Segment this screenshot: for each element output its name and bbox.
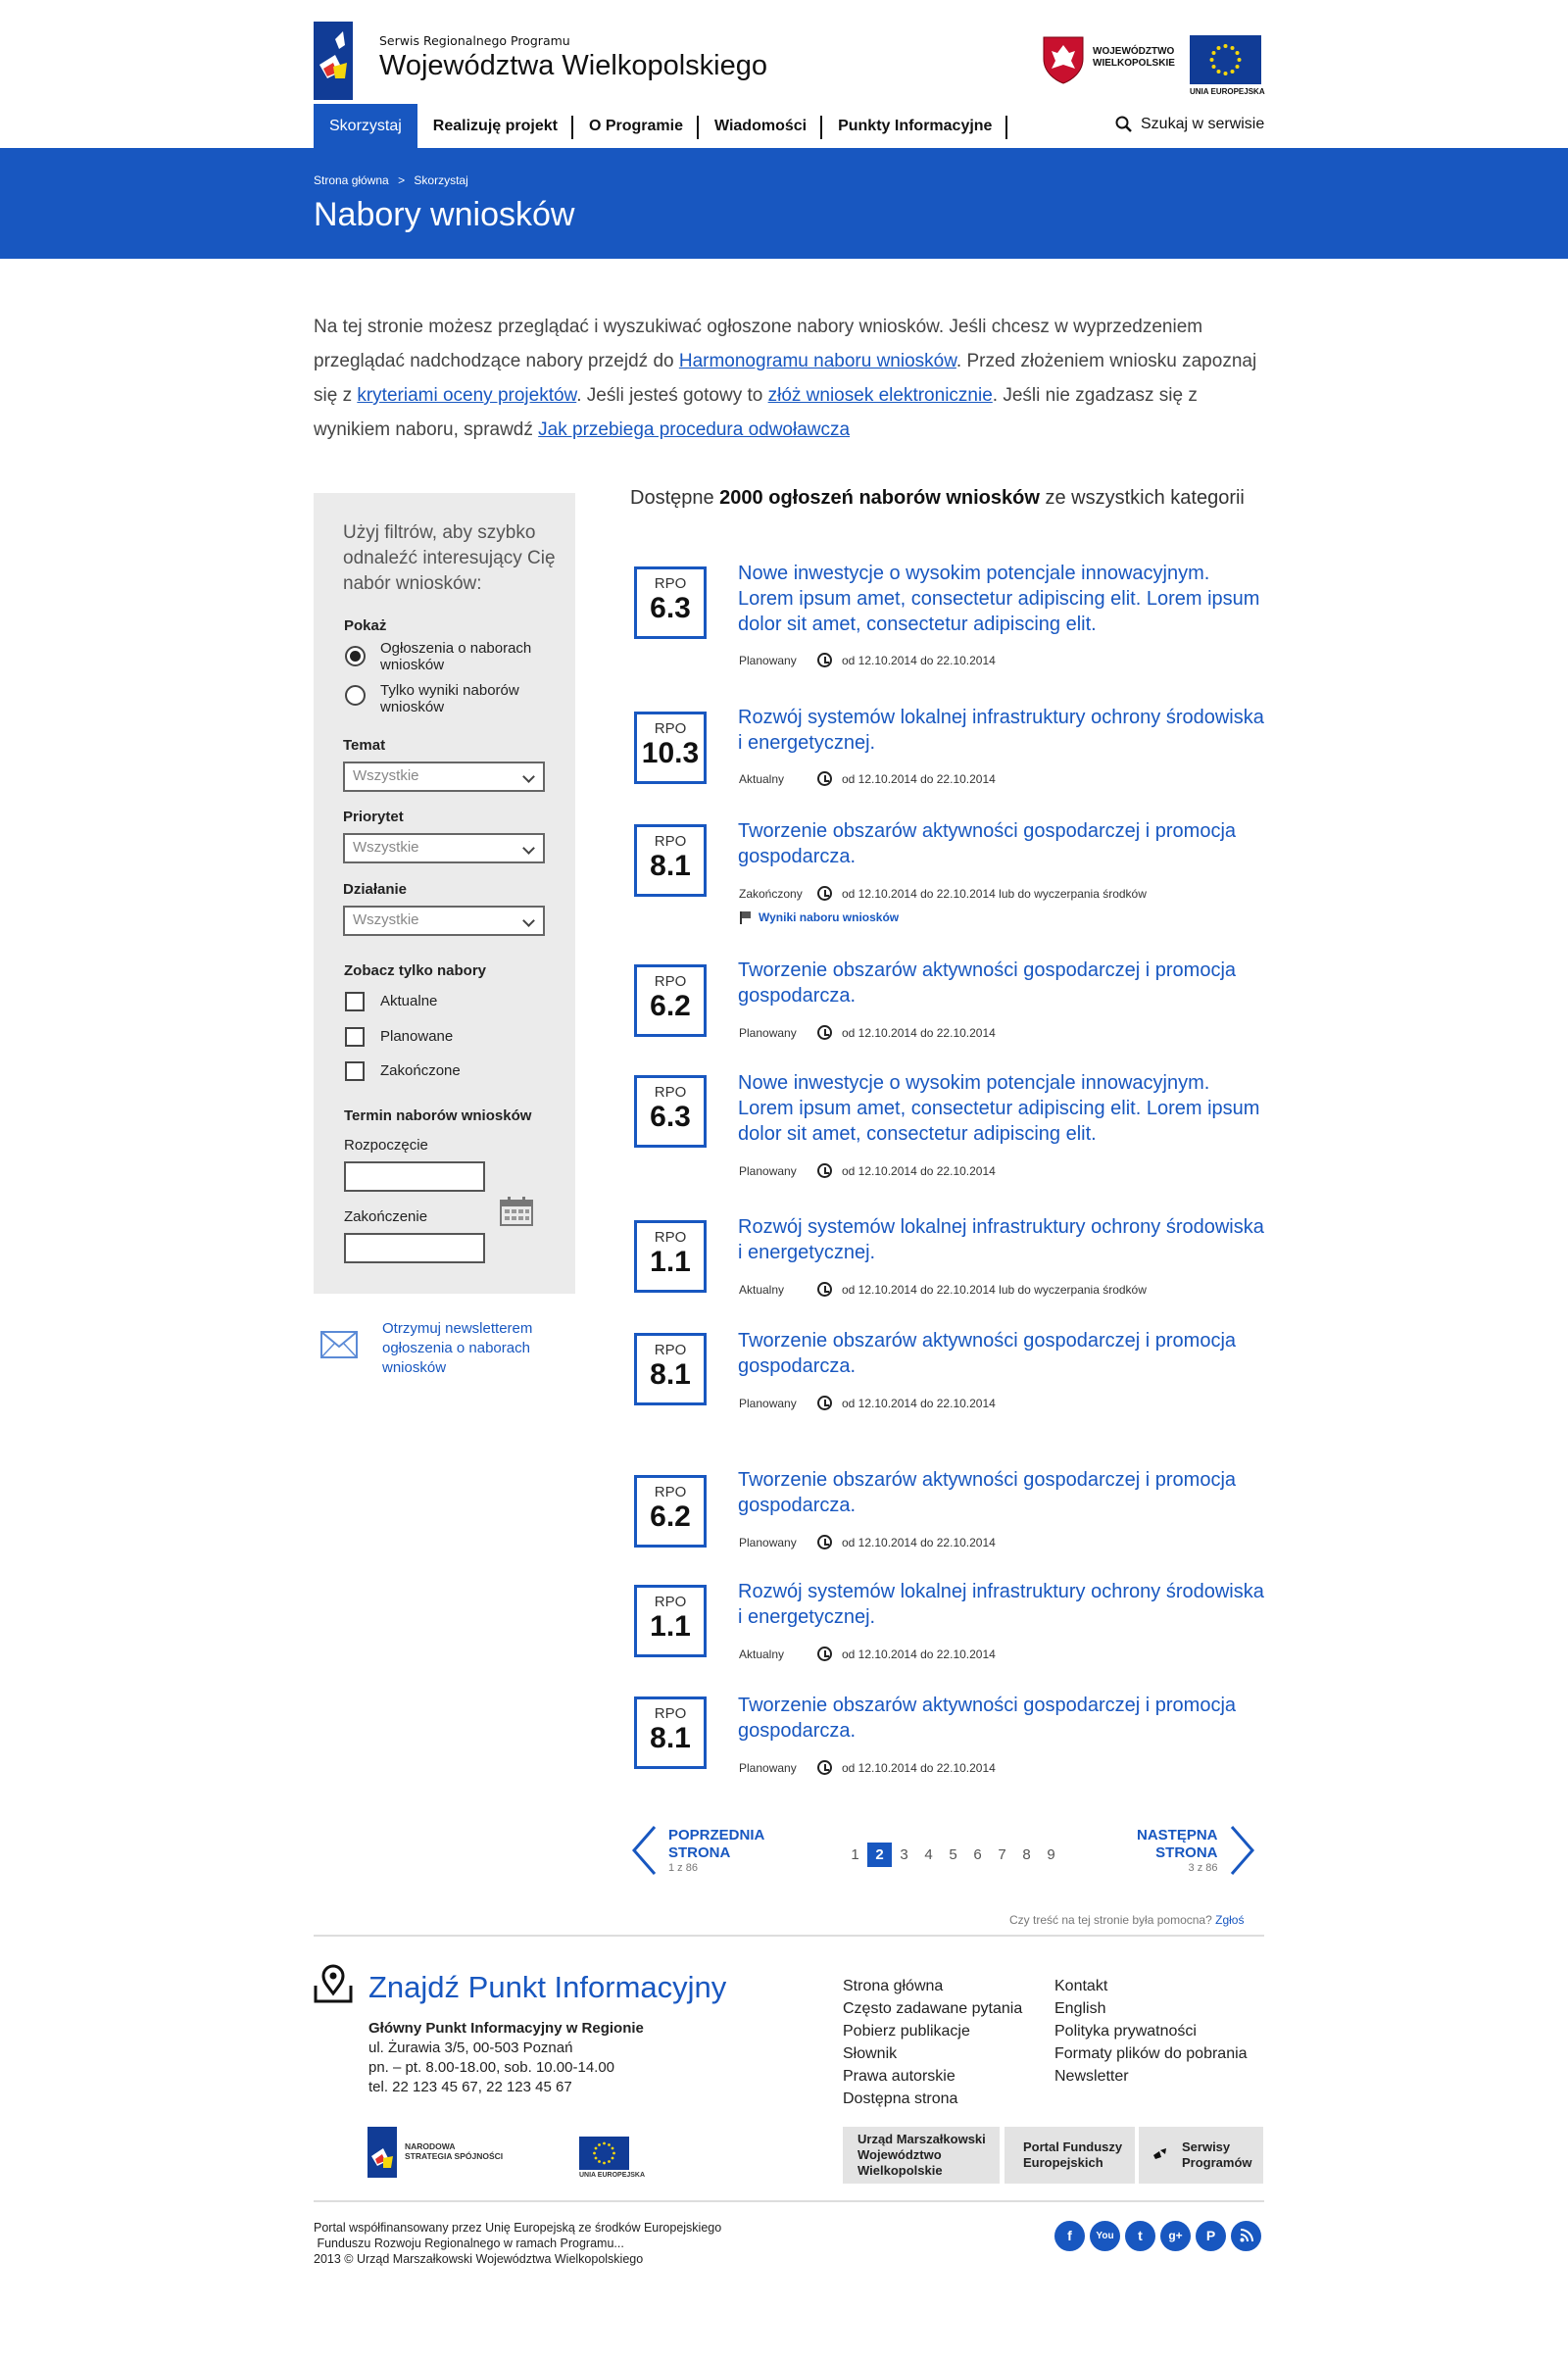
eu-label: UNIA EUROPEJSKA xyxy=(579,2172,646,2179)
item-date: od 12.10.2014 do 22.10.2014 xyxy=(842,1760,996,1775)
checkbox-finished-label[interactable]: Zakończone xyxy=(380,1062,461,1079)
prev-page-count: 1 z 86 xyxy=(668,1862,698,1874)
search-link[interactable] xyxy=(1115,116,1264,133)
item-status: Planowany xyxy=(739,1025,797,1040)
eu-label: UNIA EUROPEJSKA xyxy=(1190,87,1265,96)
nss-label-line: NARODOWA xyxy=(405,2141,456,2151)
clock-icon xyxy=(817,771,832,786)
info-point-phone: tel. 22 123 45 67, 22 123 45 67 xyxy=(368,2079,572,2095)
nav-item-realizuje-projekt[interactable]: Realizuję projekt xyxy=(417,104,573,148)
nav-item-wiadomosci[interactable]: Wiadomości xyxy=(699,104,822,148)
facebook-icon[interactable]: f xyxy=(1054,2221,1085,2251)
breadcrumb-current[interactable]: Skorzystaj xyxy=(414,173,468,187)
checkbox-current[interactable] xyxy=(345,992,365,1011)
footer-link[interactable]: Dostępna strona xyxy=(843,2090,958,2107)
eu-flag-icon xyxy=(579,2137,629,2170)
rpo-badge-label: RPO xyxy=(654,1484,687,1500)
pagination xyxy=(843,1843,1063,1867)
rpo-badge-number: 6.3 xyxy=(650,592,691,624)
info-point-street: ul. Żurawia 3/5, 00-503 Poznań xyxy=(368,2040,573,2056)
rpo-badge xyxy=(634,1220,707,1293)
intro-text-part: Na tej stronie możesz przeglądać i wyszukiwać ogłoszone nabory wniosków. Jeśli chcesz w wyprzedzeniem przeglądać nadchodzące nabory przejdź do xyxy=(314,317,1203,371)
button-label-line: Urząd Marszałkowski xyxy=(858,2132,986,2146)
footer-link[interactable]: Często zadawane pytania xyxy=(843,2000,1023,2017)
clock-icon xyxy=(817,1760,832,1775)
item-title-link[interactable]: Rozwój systemów lokalnej infrastruktury ochrony środowiska i energetycznej. xyxy=(738,1581,1264,1628)
rpo-badge-label: RPO xyxy=(654,1342,687,1358)
next-page-link[interactable] xyxy=(1137,1825,1255,1876)
criteria-link[interactable]: kryteriami oceny projektów xyxy=(357,385,577,406)
filters-heading: Użyj filtrów, aby szybko odnaleźć interesujący Cię nabór wniosków: xyxy=(343,522,556,594)
item-date: od 12.10.2014 do 22.10.2014 xyxy=(842,1163,996,1178)
clock-icon xyxy=(817,653,832,667)
results-count xyxy=(630,487,1245,510)
rpo-badge xyxy=(634,712,707,784)
info-point-address xyxy=(368,2019,644,2097)
button-label-line: Serwisy xyxy=(1182,2139,1231,2154)
footer-links-col2 xyxy=(1054,1975,1248,2088)
footer-link[interactable]: English xyxy=(1054,2000,1106,2017)
item-date: od 12.10.2014 do 22.10.2014 xyxy=(842,1535,996,1549)
item-meta xyxy=(739,1282,1147,1297)
main-nav xyxy=(314,104,1007,148)
button-label-line: Wielkopolskie xyxy=(858,2163,943,2178)
checkbox-finished[interactable] xyxy=(345,1061,365,1081)
rpo-badge xyxy=(634,1333,707,1405)
newsletter-link[interactable]: Otrzymuj newsletterem ogłoszenia o naborach wniosków xyxy=(382,1320,533,1376)
nav-item-skorzystaj[interactable]: Skorzystaj xyxy=(314,104,417,148)
copyright-line: 2013 © Urząd Marszałkowski Województwa Wielkopolskiego xyxy=(314,2252,644,2266)
item-meta xyxy=(739,886,1147,901)
rpo-badge-number: 8.1 xyxy=(650,850,691,882)
show-label: Pokaż xyxy=(344,617,387,634)
brand-subtitle: Serwis Regionalnego Programu xyxy=(379,33,570,48)
voivodeship-crest-icon xyxy=(1042,35,1085,84)
rpo-badge-number: 6.2 xyxy=(650,990,691,1022)
rpo-badge-label: RPO xyxy=(654,1594,687,1610)
radio-results-only[interactable] xyxy=(345,685,366,706)
rpo-badge xyxy=(634,1696,707,1769)
chevron-left-icon xyxy=(631,1825,657,1876)
item-status: Planowany xyxy=(739,1163,797,1178)
footer-link[interactable]: Polityka prywatności xyxy=(1054,2023,1197,2040)
youtube-icon[interactable]: You xyxy=(1090,2221,1120,2251)
rpo-badge-label: RPO xyxy=(654,575,687,592)
intro-text xyxy=(314,310,1264,447)
start-label: Rozpoczęcie xyxy=(344,1137,428,1154)
voivodeship-label-line: WIELKOPOLSKIE xyxy=(1093,58,1175,69)
eu-funds-portal-button[interactable] xyxy=(1004,2127,1135,2184)
nav-item-o-programie[interactable]: O Programie xyxy=(573,104,699,148)
rpo-badge-label: RPO xyxy=(654,1705,687,1722)
radio-announcements-label[interactable]: Ogłoszenia o naborach wniosków xyxy=(380,640,532,673)
results-link[interactable] xyxy=(739,910,899,924)
nss-label-line: STRATEGIA SPÓJNOŚCI xyxy=(405,2151,504,2161)
googleplus-icon[interactable]: g+ xyxy=(1160,2221,1191,2251)
item-status: Planowany xyxy=(739,653,797,667)
feedback-link[interactable]: Zgłoś xyxy=(1215,1913,1245,1927)
social-links xyxy=(1054,2221,1261,2251)
divider xyxy=(314,2200,1264,2202)
clock-icon xyxy=(817,1647,832,1661)
intro-text-part: . Jeśli nie zgadzasz się z wynikiem naboru, sprawdź xyxy=(314,385,1198,440)
rpo-badge xyxy=(634,1585,707,1657)
item-date: od 12.10.2014 do 22.10.2014 xyxy=(842,1025,996,1040)
footer-link[interactable]: Formaty plików do pobrania xyxy=(1054,2045,1248,2062)
item-title-link[interactable]: Tworzenie obszarów aktywności gospodarczej i promocja gospodarcza. xyxy=(738,959,1237,1007)
end-label: Zakończenie xyxy=(344,1208,428,1225)
info-point-name: Główny Punkt Informacyjny w Regionie xyxy=(368,2020,644,2037)
footer-link[interactable]: Słownik xyxy=(843,2045,898,2062)
rpo-badge-number: 1.1 xyxy=(650,1246,691,1278)
item-meta xyxy=(739,771,996,786)
item-status: Zakończony xyxy=(739,886,803,901)
checkbox-planned-label[interactable]: Planowane xyxy=(380,1028,454,1045)
search-label: Szukaj w serwisie xyxy=(1141,116,1265,132)
footer-link[interactable]: Kontakt xyxy=(1054,1978,1108,1994)
copyright-line: Portal współfinansowany przez Unię Europejską ze środków Europejskiego xyxy=(314,2221,722,2235)
rpo-badge-label: RPO xyxy=(654,973,687,990)
button-label-line: Europejskich xyxy=(1023,2155,1103,2170)
radio-announcements[interactable] xyxy=(345,646,366,666)
action-select[interactable]: Wszystkie xyxy=(343,906,545,936)
item-date: od 12.10.2014 do 22.10.2014 xyxy=(842,653,996,667)
item-title-link[interactable]: Tworzenie obszarów aktywności gospodarczej i promocja gospodarcza. xyxy=(738,1330,1237,1377)
eu-flag-icon xyxy=(1190,35,1261,84)
footer-link[interactable]: Prawa autorskie xyxy=(843,2068,956,2085)
item-meta xyxy=(739,1163,996,1178)
clock-icon xyxy=(817,1535,832,1549)
rpo-badge xyxy=(634,964,707,1037)
item-status: Aktualny xyxy=(739,1647,785,1661)
results-link-label: Wyniki naboru wniosków xyxy=(759,910,900,924)
item-title-link[interactable]: Nowe inwestycje o wysokim potencjale innowacyjnym. Lorem ipsum amet, consectetur adipiscing elit. Lorem ipsum dolor sit amet, consectetur adipiscing elit. xyxy=(738,563,1260,635)
submit-online-link[interactable]: złóż wniosek elektronicznie xyxy=(767,385,993,406)
item-title-link[interactable]: Tworzenie obszarów aktywności gospodarczej i promocja gospodarcza. xyxy=(738,1469,1237,1516)
breadcrumb xyxy=(314,173,468,187)
clock-icon xyxy=(817,1025,832,1040)
footer-link[interactable]: Pobierz publikacje xyxy=(843,2023,970,2040)
program-logo-icon[interactable] xyxy=(314,22,353,100)
copyright-line: Funduszu Rozwoju Regionalnego w ramach Programu... xyxy=(314,2237,624,2250)
next-page-count: 3 z 86 xyxy=(1188,1862,1218,1874)
rpo-badge-number: 1.1 xyxy=(650,1610,691,1643)
item-meta xyxy=(739,1647,996,1661)
rpo-badge-number: 6.2 xyxy=(650,1500,691,1533)
item-meta xyxy=(739,1760,996,1775)
button-label-line: Portal Funduszy xyxy=(1023,2139,1123,2154)
item-status: Planowany xyxy=(739,1760,797,1775)
item-meta xyxy=(739,1396,996,1410)
prev-page-label: STRONA xyxy=(668,1844,731,1861)
chevron-right-icon xyxy=(1230,1825,1255,1876)
rpo-badge-number: 8.1 xyxy=(650,1358,691,1391)
item-date: od 12.10.2014 do 22.10.2014 xyxy=(842,1396,996,1410)
item-date: od 12.10.2014 do 22.10.2014 lub do wyczerpania środków xyxy=(842,886,1147,901)
end-date-input[interactable] xyxy=(344,1233,485,1263)
clock-icon xyxy=(817,1282,832,1297)
page-number[interactable]: 9 xyxy=(1047,1846,1055,1863)
copyright xyxy=(314,2220,721,2267)
footer-links-col1 xyxy=(843,1975,1022,2110)
rpo-badge-label: RPO xyxy=(654,1084,687,1101)
intro-text-part: . Jeśli jesteś gotowy to xyxy=(576,385,768,406)
rpo-badge xyxy=(634,1475,707,1548)
term-label: Termin naborów wniosków xyxy=(344,1107,532,1124)
results-count-suffix: ze wszystkich kategorii xyxy=(1039,487,1245,509)
intro-text-part: . Przed złożeniem wniosku zapoznaj się z xyxy=(314,351,1257,406)
item-status: Aktualny xyxy=(739,1282,785,1297)
item-title-link[interactable]: Tworzenie obszarów aktywności gospodarczej i promocja gospodarcza. xyxy=(738,1695,1237,1742)
clock-icon xyxy=(817,1396,832,1410)
topic-label: Temat xyxy=(343,737,386,754)
next-page-label: STRONA xyxy=(1155,1844,1218,1861)
clock-icon xyxy=(817,886,832,901)
results-count-prefix: Dostępne xyxy=(630,487,720,509)
item-status: Planowany xyxy=(739,1396,797,1410)
item-title-link[interactable]: Rozwój systemów lokalnej infrastruktury ochrony środowiska i energetycznej. xyxy=(738,707,1264,754)
checkbox-current-label[interactable]: Aktualne xyxy=(380,993,438,1009)
page-hero xyxy=(0,148,1568,259)
page-title: Nabory wniosków xyxy=(314,196,575,233)
page-number[interactable]: 1 xyxy=(851,1846,859,1863)
voivodeship-label xyxy=(1093,46,1175,70)
info-point-title[interactable]: Znajdź Punkt Informacyjny xyxy=(368,1970,727,2004)
item-title-link[interactable]: Nowe inwestycje o wysokim potencjale innowacyjnym. Lorem ipsum amet, consectetur adipiscing elit. Lorem ipsum dolor sit amet, consectetur adipiscing elit. xyxy=(738,1072,1260,1145)
page-number[interactable]: 5 xyxy=(949,1846,957,1863)
appeal-procedure-link[interactable]: Jak przebiega procedura odwoławcza xyxy=(538,419,851,440)
rpo-badge xyxy=(634,1075,707,1148)
rss-glyph xyxy=(1240,2229,1253,2242)
feedback-question: Czy treść na tej stronie była pomocna? xyxy=(1009,1913,1212,1927)
flag-icon xyxy=(739,910,753,924)
item-meta xyxy=(739,653,996,667)
services-icon xyxy=(1152,2147,1168,2163)
clock-icon xyxy=(817,1163,832,1178)
program-services-button[interactable] xyxy=(1139,2127,1263,2184)
item-date: od 12.10.2014 do 22.10.2014 xyxy=(842,771,996,786)
feedback-prompt xyxy=(1009,1913,1244,1927)
page-number[interactable]: 4 xyxy=(924,1846,933,1863)
rpo-badge-label: RPO xyxy=(654,720,687,737)
divider xyxy=(314,1935,1264,1937)
item-title-link[interactable]: Rozwój systemów lokalnej infrastruktury ochrony środowiska i energetycznej. xyxy=(738,1216,1264,1263)
rpo-badge-label: RPO xyxy=(654,833,687,850)
pinterest-icon[interactable]: P xyxy=(1196,2221,1226,2251)
item-status: Aktualny xyxy=(739,771,785,786)
footer-link[interactable]: Newsletter xyxy=(1054,2068,1129,2085)
page-number[interactable]: 8 xyxy=(1022,1846,1031,1863)
brand-title[interactable]: Województwa Wielkopolskiego xyxy=(379,50,767,81)
envelope-icon[interactable] xyxy=(320,1331,358,1358)
marshal-office-button[interactable] xyxy=(843,2127,1000,2184)
page-number[interactable]: 3 xyxy=(900,1846,908,1863)
prev-page-label: POPRZEDNIA xyxy=(668,1827,765,1844)
breadcrumb-separator: > xyxy=(398,173,406,187)
button-label-line: Województwo xyxy=(858,2147,942,2162)
rpo-badge-number: 8.1 xyxy=(650,1722,691,1754)
item-meta xyxy=(739,1535,996,1549)
button-label-line: Programów xyxy=(1182,2155,1252,2170)
topic-select[interactable]: Wszystkie xyxy=(343,762,545,792)
voivodeship-label-line: WOJEWÓDZTWO xyxy=(1093,46,1175,57)
item-date: od 12.10.2014 do 22.10.2014 xyxy=(842,1647,996,1661)
twitter-icon[interactable]: t xyxy=(1125,2221,1155,2251)
search-icon xyxy=(1115,116,1133,133)
item-meta xyxy=(739,1025,996,1040)
rss-icon[interactable] xyxy=(1231,2221,1261,2251)
checkbox-planned[interactable] xyxy=(345,1027,365,1047)
radio-results-only-label[interactable]: Tylko wyniki naborów wniosków xyxy=(380,682,519,715)
info-point-hours: pn. – pt. 8.00-18.00, sob. 10.00-14.00 xyxy=(368,2059,615,2076)
rpo-badge xyxy=(634,566,707,639)
only-label: Zobacz tylko nabory xyxy=(344,962,487,979)
map-pin-icon xyxy=(314,1964,353,2003)
results-count-number: 2000 ogłoszeń naborów wniosków xyxy=(719,487,1040,509)
rpo-badge xyxy=(634,824,707,897)
nav-item-punkty-informacyjne[interactable]: Punkty Informacyjne xyxy=(822,104,1007,148)
start-date-input[interactable] xyxy=(344,1161,485,1192)
breadcrumb-home[interactable]: Strona główna xyxy=(314,173,389,187)
item-date: od 12.10.2014 do 22.10.2014 lub do wyczerpania środków xyxy=(842,1282,1147,1297)
action-label: Działanie xyxy=(343,881,408,898)
prev-page-link[interactable] xyxy=(631,1825,764,1876)
priority-select[interactable]: Wszystkie xyxy=(343,833,545,863)
calendar-icon[interactable] xyxy=(499,1196,534,1227)
item-title-link[interactable]: Tworzenie obszarów aktywności gospodarczej i promocja gospodarcza. xyxy=(738,820,1237,867)
rpo-badge-number: 6.3 xyxy=(650,1101,691,1133)
nss-label xyxy=(405,2141,503,2161)
next-page-label: NASTĘPNA xyxy=(1137,1827,1218,1844)
item-status: Planowany xyxy=(739,1535,797,1549)
page-number-current[interactable]: 2 xyxy=(867,1843,892,1867)
priority-label: Priorytet xyxy=(343,809,404,825)
schedule-link[interactable]: Harmonogramu naboru wniosków xyxy=(678,351,956,371)
page-number[interactable]: 6 xyxy=(973,1846,982,1863)
rpo-badge-label: RPO xyxy=(654,1229,687,1246)
rpo-badge-number: 10.3 xyxy=(641,737,700,769)
page-number[interactable]: 7 xyxy=(998,1846,1006,1863)
footer-link[interactable]: Strona główna xyxy=(843,1978,944,1994)
nss-logo-icon xyxy=(368,2127,397,2178)
